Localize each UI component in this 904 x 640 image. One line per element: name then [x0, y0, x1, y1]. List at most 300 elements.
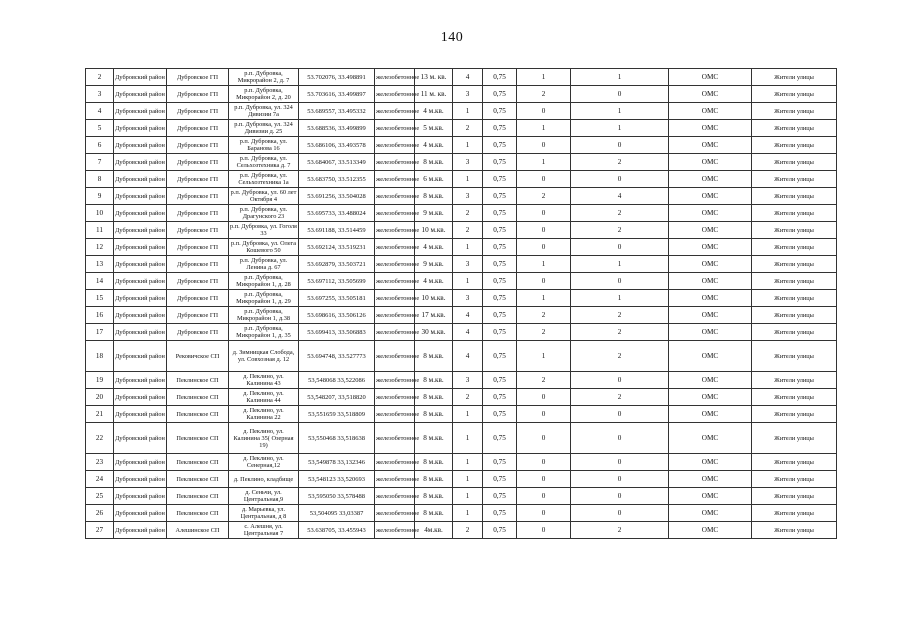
row-number-cell: 15 — [86, 290, 114, 307]
container-volume-cell: 0,75 — [483, 423, 517, 454]
containers-count-cell: 2 — [453, 522, 483, 539]
containers-count-cell: 1 — [453, 239, 483, 256]
containers-count-cell: 1 — [453, 273, 483, 290]
address-cell: д. Пеклино, кладбище — [229, 471, 299, 488]
table-row — [86, 273, 837, 290]
surface-material-cell: железобетонное — [375, 86, 415, 103]
count-column-cell-2: 0 — [571, 488, 669, 505]
count-column-cell: 0 — [517, 488, 571, 505]
address-cell: д. Пеклино, ул. Калинина 43 — [229, 372, 299, 389]
containers-count-cell: 1 — [453, 488, 483, 505]
table-row — [86, 372, 837, 389]
address-cell: р.п. Дубровка, Микрорайон 2, д. 7 — [229, 69, 299, 86]
coordinates-cell: 53.699413, 33.506883 — [299, 324, 375, 341]
district-cell: Дубровский район — [114, 423, 167, 454]
settlement-cell: Дубровское ГП — [167, 103, 229, 120]
district-cell: Дубровский район — [114, 341, 167, 372]
owner-type-cell: ОМС — [669, 389, 752, 406]
district-cell: Дубровский район — [114, 120, 167, 137]
settlement-cell: Пеклинское СП — [167, 471, 229, 488]
district-cell: Дубровский район — [114, 137, 167, 154]
row-number-cell: 20 — [86, 389, 114, 406]
users-cell: Жители улицы — [752, 290, 837, 307]
surface-material-cell: железобетонное — [375, 137, 415, 154]
users-cell: Жители улицы — [752, 103, 837, 120]
container-volume-cell: 0,75 — [483, 341, 517, 372]
address-cell: р.п. Дубровка, ул. 60 лет Октября 4 — [229, 188, 299, 205]
area-cell: 8 м.кв. — [415, 488, 453, 505]
district-cell: Дубровский район — [114, 324, 167, 341]
containers-count-cell: 3 — [453, 154, 483, 171]
surface-material-cell: железобетонное — [375, 324, 415, 341]
coordinates-cell: 53.638705, 33.455943 — [299, 522, 375, 539]
container-volume-cell: 0,75 — [483, 154, 517, 171]
row-number-cell: 12 — [86, 239, 114, 256]
coordinates-cell: 53,548207, 33,518820 — [299, 389, 375, 406]
count-column-cell-2: 2 — [571, 324, 669, 341]
area-cell: 4м.кв. — [415, 522, 453, 539]
district-cell: Дубровский район — [114, 389, 167, 406]
coordinates-cell: 53.697112, 33.505699 — [299, 273, 375, 290]
surface-material-cell: железобетонное — [375, 222, 415, 239]
district-cell: Дубровский район — [114, 505, 167, 522]
surface-material-cell: железобетонное — [375, 154, 415, 171]
users-cell: Жители улицы — [752, 256, 837, 273]
address-cell: д. Пеклино, ул. Сенерная,12 — [229, 454, 299, 471]
containers-count-cell: 3 — [453, 86, 483, 103]
surface-material-cell: железобетонное — [375, 471, 415, 488]
surface-material-cell: железобетонное — [375, 103, 415, 120]
surface-material-cell: железобетонное — [375, 505, 415, 522]
containers-count-cell: 4 — [453, 307, 483, 324]
settlement-cell: Дубровское ГП — [167, 69, 229, 86]
containers-count-cell: 1 — [453, 103, 483, 120]
containers-count-cell: 4 — [453, 69, 483, 86]
area-cell: 8 м.кв. — [415, 406, 453, 423]
count-column-cell: 1 — [517, 69, 571, 86]
table-row — [86, 69, 837, 86]
row-number-cell: 18 — [86, 341, 114, 372]
containers-count-cell: 3 — [453, 256, 483, 273]
settlement-cell: Дубровское ГП — [167, 290, 229, 307]
coordinates-cell: 53.702076, 33.498891 — [299, 69, 375, 86]
container-volume-cell: 0,75 — [483, 103, 517, 120]
surface-material-cell: железобетонное — [375, 256, 415, 273]
table-row — [86, 205, 837, 222]
users-cell: Жители улицы — [752, 522, 837, 539]
owner-type-cell: ОМС — [669, 86, 752, 103]
area-cell: 8 м.кв. — [415, 188, 453, 205]
owner-type-cell: ОМС — [669, 205, 752, 222]
count-column-cell: 1 — [517, 290, 571, 307]
count-column-cell-2: 0 — [571, 505, 669, 522]
district-cell: Дубровский район — [114, 188, 167, 205]
containers-count-cell: 2 — [453, 205, 483, 222]
address-cell: р.п. Дубровка, Микрорайон 1, д. 35 — [229, 324, 299, 341]
surface-material-cell: железобетонное — [375, 273, 415, 290]
surface-material-cell: железобетонное — [375, 290, 415, 307]
address-cell: р.п. Дубровка, ул. Ленина д. 67 — [229, 256, 299, 273]
users-cell: Жители улицы — [752, 389, 837, 406]
containers-count-cell: 1 — [453, 454, 483, 471]
count-column-cell-2: 1 — [571, 256, 669, 273]
settlement-cell: Пеклинское СП — [167, 423, 229, 454]
area-cell: 8 м.кв. — [415, 154, 453, 171]
container-volume-cell: 0,75 — [483, 273, 517, 290]
row-number-cell: 23 — [86, 454, 114, 471]
district-cell: Дубровский район — [114, 454, 167, 471]
district-cell: Дубровский район — [114, 273, 167, 290]
settlement-cell: Дубровское ГП — [167, 86, 229, 103]
settlement-cell: Дубровское ГП — [167, 188, 229, 205]
users-cell: Жители улицы — [752, 69, 837, 86]
count-column-cell: 2 — [517, 188, 571, 205]
coordinates-cell: 53,551659 33,518809 — [299, 406, 375, 423]
surface-material-cell: железобетонное — [375, 423, 415, 454]
surface-material-cell: железобетонное — [375, 239, 415, 256]
area-cell: 5 м.кв. — [415, 120, 453, 137]
owner-type-cell: ОМС — [669, 222, 752, 239]
users-cell: Жители улицы — [752, 423, 837, 454]
count-column-cell-2: 0 — [571, 171, 669, 188]
container-volume-cell: 0,75 — [483, 290, 517, 307]
container-volume-cell: 0,75 — [483, 389, 517, 406]
address-cell: р.п. Дубровка, Микрорайон 1, д.38 — [229, 307, 299, 324]
table-row — [86, 222, 837, 239]
owner-type-cell: ОМС — [669, 154, 752, 171]
users-cell: Жители улицы — [752, 137, 837, 154]
users-cell: Жители улицы — [752, 505, 837, 522]
table-row — [86, 389, 837, 406]
count-column-cell: 2 — [517, 307, 571, 324]
containers-count-cell: 1 — [453, 137, 483, 154]
coordinates-cell: 53,595050 33,578488 — [299, 488, 375, 505]
container-volume-cell: 0,75 — [483, 324, 517, 341]
table-row — [86, 188, 837, 205]
containers-count-cell: 1 — [453, 406, 483, 423]
owner-type-cell: ОМС — [669, 372, 752, 389]
surface-material-cell: железобетонное — [375, 372, 415, 389]
count-column-cell: 0 — [517, 171, 571, 188]
row-number-cell: 6 — [86, 137, 114, 154]
address-cell: д. Сеньчи, ул. Центральная,9 — [229, 488, 299, 505]
count-column-cell: 2 — [517, 86, 571, 103]
district-cell: Дубровский район — [114, 307, 167, 324]
count-column-cell-2: 4 — [571, 188, 669, 205]
count-column-cell: 1 — [517, 256, 571, 273]
table-row — [86, 171, 837, 188]
row-number-cell: 25 — [86, 488, 114, 505]
row-number-cell: 7 — [86, 154, 114, 171]
coordinates-cell: 53.697255, 33.505181 — [299, 290, 375, 307]
district-cell: Дубровский район — [114, 406, 167, 423]
containers-count-cell: 2 — [453, 389, 483, 406]
users-cell: Жители улицы — [752, 471, 837, 488]
district-cell: Дубровский район — [114, 290, 167, 307]
settlement-cell: Пеклинское СП — [167, 488, 229, 505]
row-number-cell: 21 — [86, 406, 114, 423]
count-column-cell-2: 1 — [571, 103, 669, 120]
users-cell: Жители улицы — [752, 222, 837, 239]
address-cell: с. Алешня, ул. Центральная 7 — [229, 522, 299, 539]
settlement-cell: Дубровское ГП — [167, 256, 229, 273]
area-cell: 10 м.кв. — [415, 290, 453, 307]
area-cell: 9 м.кв. — [415, 256, 453, 273]
count-column-cell: 1 — [517, 341, 571, 372]
count-column-cell-2: 0 — [571, 471, 669, 488]
coordinates-cell: 53.694748, 33.527773 — [299, 341, 375, 372]
row-number-cell: 11 — [86, 222, 114, 239]
containers-count-cell: 1 — [453, 471, 483, 488]
area-cell: 4 м.кв. — [415, 137, 453, 154]
row-number-cell: 24 — [86, 471, 114, 488]
coordinates-cell: 53.691256, 33.504028 — [299, 188, 375, 205]
owner-type-cell: ОМС — [669, 239, 752, 256]
count-column-cell-2: 0 — [571, 239, 669, 256]
area-cell: 8 м.кв. — [415, 423, 453, 454]
owner-type-cell: ОМС — [669, 290, 752, 307]
area-cell: 8 м.кв. — [415, 341, 453, 372]
coordinates-cell: 53.684067, 33.513349 — [299, 154, 375, 171]
count-column-cell-2: 2 — [571, 205, 669, 222]
owner-type-cell: ОМС — [669, 103, 752, 120]
count-column-cell-2: 2 — [571, 307, 669, 324]
table-row — [86, 239, 837, 256]
count-column-cell-2: 0 — [571, 423, 669, 454]
count-column-cell: 0 — [517, 454, 571, 471]
address-cell: р.п. Дубровка, Микрорайон 1, д. 28 — [229, 273, 299, 290]
coordinates-cell: 53.698616, 33.506126 — [299, 307, 375, 324]
row-number-cell: 14 — [86, 273, 114, 290]
table-row — [86, 406, 837, 423]
address-cell: д. Пеклино, ул. Калинина 22 — [229, 406, 299, 423]
coordinates-cell: 53.692124, 33.519231 — [299, 239, 375, 256]
container-volume-cell: 0,75 — [483, 372, 517, 389]
area-cell: 8 м.кв. — [415, 454, 453, 471]
coordinates-cell: 53,550468 33,518638 — [299, 423, 375, 454]
area-cell: 8 м.кв. — [415, 471, 453, 488]
settlement-cell: Пеклинское СП — [167, 389, 229, 406]
coordinates-cell: 53.688536, 33.499899 — [299, 120, 375, 137]
settlement-cell: Дубровское ГП — [167, 273, 229, 290]
container-volume-cell: 0,75 — [483, 488, 517, 505]
owner-type-cell: ОМС — [669, 307, 752, 324]
count-column-cell-2: 2 — [571, 522, 669, 539]
owner-type-cell: ОМС — [669, 324, 752, 341]
surface-material-cell: железобетонное — [375, 522, 415, 539]
district-cell: Дубровский район — [114, 86, 167, 103]
users-cell: Жители улицы — [752, 372, 837, 389]
table-row — [86, 454, 837, 471]
district-cell: Дубровский район — [114, 372, 167, 389]
address-cell: д. Марьевка, ул. Центральная, д 8 — [229, 505, 299, 522]
surface-material-cell: железобетонное — [375, 389, 415, 406]
table-row — [86, 154, 837, 171]
container-volume-cell: 0,75 — [483, 86, 517, 103]
area-cell: 6 м.кв. — [415, 171, 453, 188]
row-number-cell: 16 — [86, 307, 114, 324]
row-number-cell: 8 — [86, 171, 114, 188]
settlement-cell: Алешинское СП — [167, 522, 229, 539]
container-volume-cell: 0,75 — [483, 505, 517, 522]
owner-type-cell: ОМС — [669, 488, 752, 505]
containers-count-cell: 1 — [453, 505, 483, 522]
count-column-cell-2: 0 — [571, 137, 669, 154]
settlement-cell: Дубровское ГП — [167, 239, 229, 256]
container-volume-cell: 0,75 — [483, 406, 517, 423]
count-column-cell-2: 1 — [571, 69, 669, 86]
surface-material-cell: железобетонное — [375, 188, 415, 205]
owner-type-cell: ОМС — [669, 471, 752, 488]
area-cell: 13 м. кв. — [415, 69, 453, 86]
count-column-cell: 0 — [517, 505, 571, 522]
users-cell: Жители улицы — [752, 307, 837, 324]
users-cell: Жители улицы — [752, 171, 837, 188]
settlement-cell: Дубровское ГП — [167, 154, 229, 171]
containers-count-cell: 2 — [453, 222, 483, 239]
address-cell: р.п. Дубровка, ул. Гоголя 33 — [230, 223, 297, 237]
containers-count-cell: 3 — [453, 188, 483, 205]
surface-material-cell: железобетонное — [375, 120, 415, 137]
area-cell: 30 м.кв. — [415, 324, 453, 341]
address-cell: р.п. Дубровка, ул. Сельхозтехника 1а — [229, 171, 299, 188]
coordinates-cell: 53,504095 33,03387 — [299, 505, 375, 522]
users-cell: Жители улицы — [752, 188, 837, 205]
count-column-cell-2: 1 — [571, 290, 669, 307]
settlement-cell: Пеклинское СП — [167, 372, 229, 389]
area-cell: 4 м.кв. — [415, 239, 453, 256]
owner-type-cell: ОМС — [669, 171, 752, 188]
coordinates-cell: 53,548068 33,522086 — [299, 372, 375, 389]
container-volume-cell: 0,75 — [483, 307, 517, 324]
settlement-cell: Дубровское ГП — [167, 222, 229, 239]
containers-count-cell: 2 — [453, 120, 483, 137]
users-cell: Жители улицы — [752, 406, 837, 423]
count-column-cell: 0 — [517, 103, 571, 120]
address-cell: р.п. Дубровка, Микрорайон 1, д. 29 — [229, 290, 299, 307]
table-row — [86, 341, 837, 372]
count-column-cell: 0 — [517, 239, 571, 256]
district-cell: Дубровский район — [114, 171, 167, 188]
area-cell: 17 м.кв. — [415, 307, 453, 324]
owner-type-cell: ОМС — [669, 188, 752, 205]
settlement-cell: Дубровское ГП — [167, 120, 229, 137]
settlement-cell: Дубровское ГП — [167, 324, 229, 341]
address-cell: р.п. Дубровка, ул. Драгунского 23 — [229, 205, 299, 222]
owner-type-cell: ОМС — [669, 406, 752, 423]
users-cell: Жители улицы — [752, 205, 837, 222]
count-column-cell: 0 — [517, 205, 571, 222]
count-column-cell-2: 2 — [571, 154, 669, 171]
count-column-cell-2: 0 — [571, 273, 669, 290]
table-row — [86, 290, 837, 307]
owner-type-cell: ОМС — [669, 137, 752, 154]
count-column-cell-2: 2 — [571, 222, 669, 239]
container-volume-cell: 0,75 — [483, 222, 517, 239]
container-volume-cell: 0,75 — [483, 471, 517, 488]
container-volume-cell: 0,75 — [483, 205, 517, 222]
users-cell: Жители улицы — [752, 273, 837, 290]
row-number-cell: 10 — [86, 205, 114, 222]
area-cell: 10 м.кв. — [415, 222, 453, 239]
area-cell: 4 м.кв. — [415, 103, 453, 120]
count-column-cell: 0 — [517, 522, 571, 539]
coordinates-cell: 53.691188, 33.514459 — [299, 222, 375, 239]
surface-material-cell: железобетонное — [375, 205, 415, 222]
users-cell: Жители улицы — [752, 239, 837, 256]
district-cell: Дубровский район — [114, 154, 167, 171]
table-row — [86, 324, 837, 341]
users-cell: Жители улицы — [752, 488, 837, 505]
table-row — [86, 103, 837, 120]
settlement-cell: Дубровское ГП — [167, 205, 229, 222]
owner-type-cell: ОМС — [669, 120, 752, 137]
count-column-cell: 0 — [517, 137, 571, 154]
surface-material-cell: железобетонное — [375, 406, 415, 423]
settlement-cell: Пеклинское СП — [167, 406, 229, 423]
table-row — [86, 120, 837, 137]
count-column-cell: 0 — [517, 471, 571, 488]
count-column-cell: 2 — [517, 324, 571, 341]
settlement-cell: Дубровское ГП — [167, 171, 229, 188]
row-number-cell: 13 — [86, 256, 114, 273]
row-number-cell: 19 — [86, 372, 114, 389]
count-column-cell: 0 — [517, 273, 571, 290]
district-cell: Дубровский район — [114, 256, 167, 273]
address-cell: р.п. Дубровка, ул. 324 Дивизии 7а — [229, 103, 299, 120]
users-cell: Жители улицы — [752, 86, 837, 103]
settlement-cell: Пеклинское СП — [167, 505, 229, 522]
count-column-cell-2: 0 — [571, 454, 669, 471]
users-cell: Жители улицы — [752, 324, 837, 341]
district-cell: Дубровский район — [114, 103, 167, 120]
owner-type-cell: ОМС — [669, 505, 752, 522]
district-cell: Дубровский район — [114, 222, 167, 239]
address-cell: р.п. Дубровка, ул. Баранова 16 — [229, 137, 299, 154]
owner-type-cell: ОМС — [669, 273, 752, 290]
container-volume-cell: 0,75 — [483, 239, 517, 256]
row-number-cell: 4 — [86, 103, 114, 120]
settlement-cell: Дубровское ГП — [167, 137, 229, 154]
settlement-cell: Дубровское ГП — [167, 307, 229, 324]
table-row — [86, 86, 837, 103]
row-number-cell: 5 — [86, 120, 114, 137]
users-cell: Жители улицы — [752, 154, 837, 171]
container-volume-cell: 0,75 — [483, 120, 517, 137]
surface-material-cell: железобетонное — [375, 454, 415, 471]
address-cell: д. Пеклино, ул. Калинина 35( Озерная 19) — [229, 423, 299, 454]
address-cell: р.п. Дубровка, ул. 324 Дивизии д. 25 — [229, 120, 299, 137]
surface-material-cell: железобетонное — [375, 341, 415, 372]
table-body — [86, 69, 837, 539]
users-cell: Жители улицы — [752, 120, 837, 137]
container-volume-cell: 0,75 — [483, 454, 517, 471]
count-column-cell-2: 2 — [571, 341, 669, 372]
container-volume-cell: 0,75 — [483, 69, 517, 86]
district-cell: Дубровский район — [114, 239, 167, 256]
district-cell: Дубровский район — [114, 205, 167, 222]
surface-material-cell: железобетонное — [375, 171, 415, 188]
surface-material-cell: железобетонное — [375, 69, 415, 86]
count-column-cell: 1 — [517, 120, 571, 137]
containers-count-cell: 1 — [453, 423, 483, 454]
table-row — [86, 307, 837, 324]
district-cell: Дубровский район — [114, 69, 167, 86]
coordinates-cell: 53,549878 33,132346 — [299, 454, 375, 471]
table-row — [86, 471, 837, 488]
count-column-cell: 0 — [517, 423, 571, 454]
address-cell: д. Зимницкая Слобода, ул. Совхозная д. 12 — [229, 341, 299, 372]
